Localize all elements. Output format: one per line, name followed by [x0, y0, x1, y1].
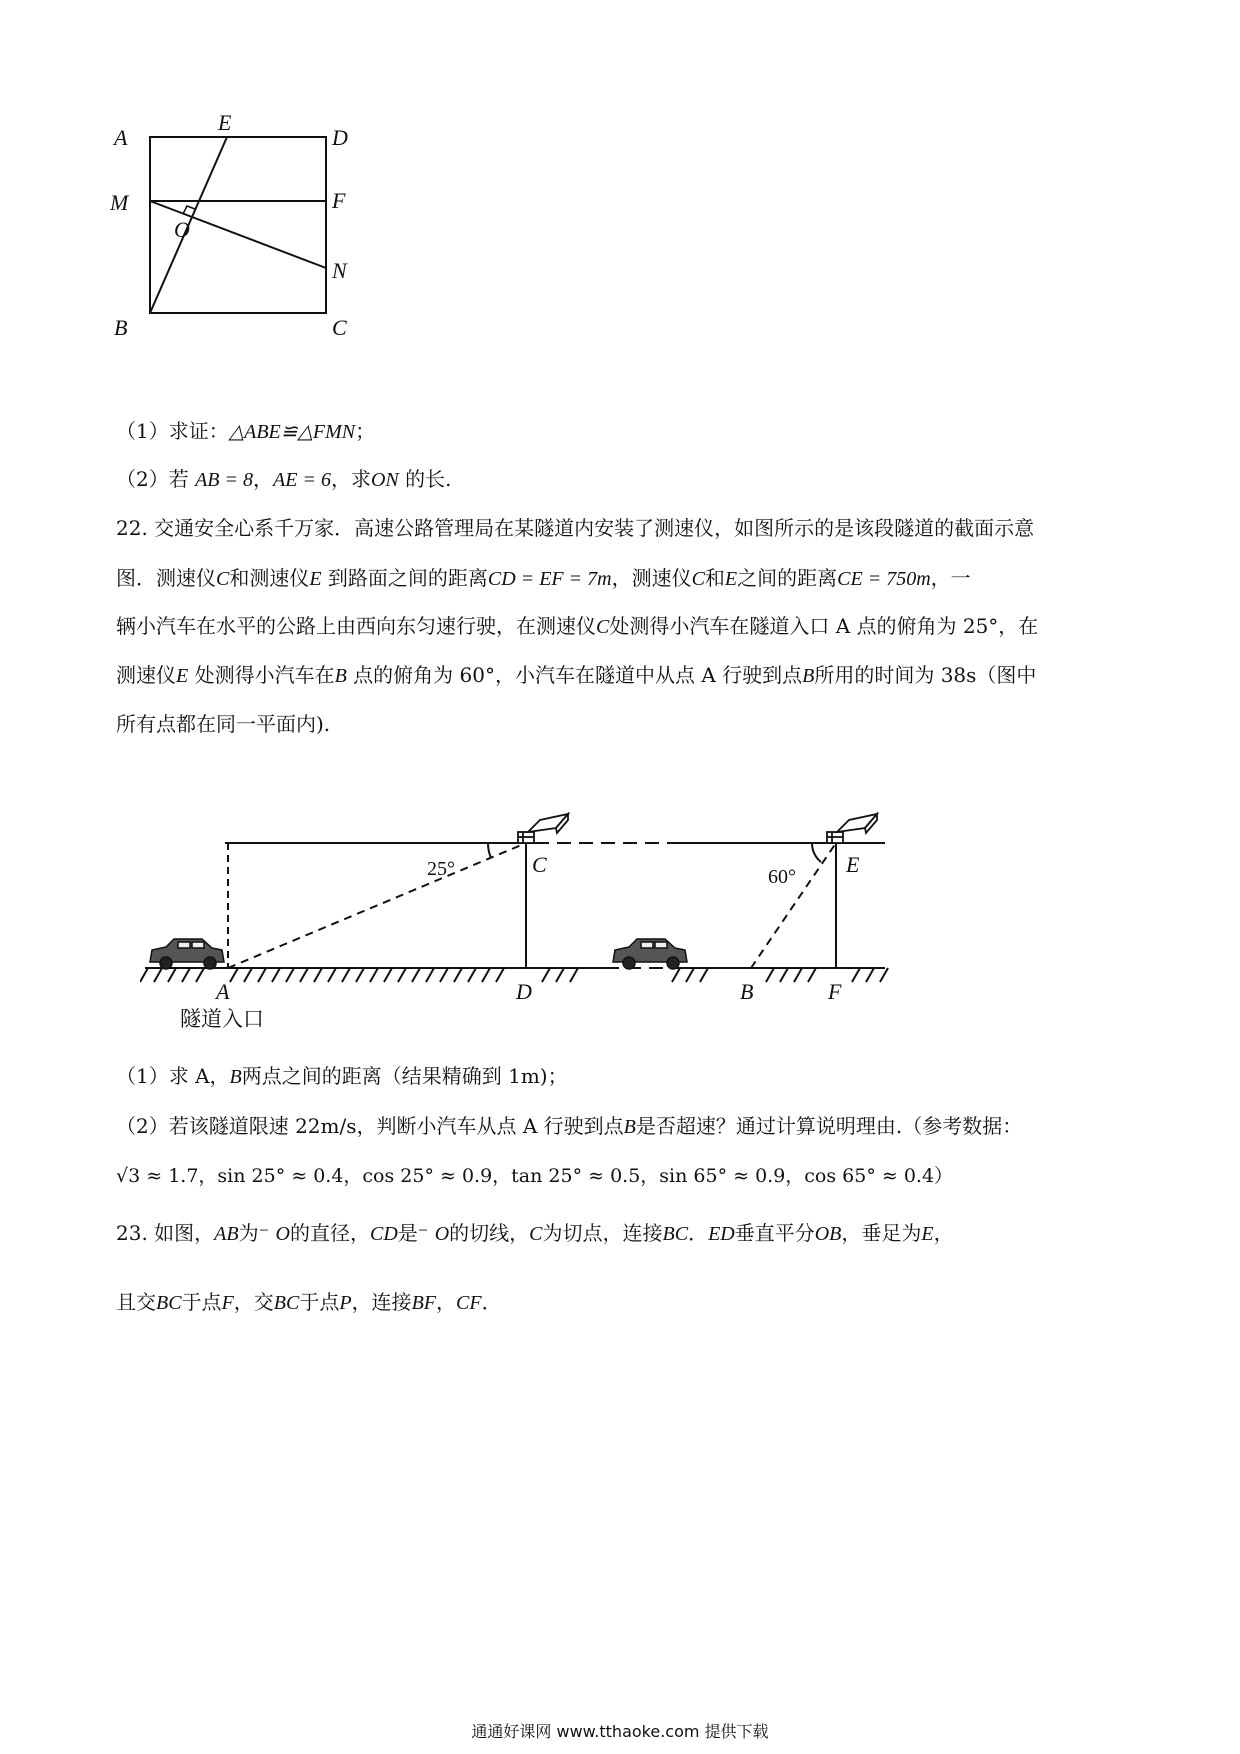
text: 的切线， [449, 1221, 530, 1245]
text: 所用的时间为 38s（图中 [814, 663, 1037, 687]
math: B [623, 1116, 636, 1138]
q23-line1 [116, 1219, 954, 1248]
text: 23. 如图， [116, 1221, 215, 1245]
text: （2）若 [116, 467, 196, 491]
tunnel-entrance-label: 隧道入口 [180, 1007, 264, 1031]
text: 为切点，连接 [542, 1221, 663, 1245]
math: CE = 750m [837, 568, 931, 590]
label-o: O [174, 217, 190, 242]
math: BF [411, 1292, 436, 1314]
q22-line4 [116, 661, 1036, 690]
text: （2）若该隧道限速 22m/s，判断小汽车从点 A 行驶到点 [116, 1114, 624, 1138]
text: 和 [704, 566, 725, 590]
text: 和测速仪 [229, 566, 310, 590]
math: AB = 8 [195, 469, 254, 491]
ground-hatching [140, 968, 888, 982]
angle-c-label: 25° [427, 858, 455, 880]
text: ． [688, 1221, 709, 1245]
math: F [221, 1292, 234, 1314]
q22-reference-data: √3 ≈ 1.7，sin 25° ≈ 0.4，cos 25° ≈ 0.9，tan 25° ≈ 0.5，sin 65° ≈ 0.9，cos 65° ≈ 0.4） [116, 1165, 954, 1187]
label-b: B [740, 979, 754, 1004]
math: CF [456, 1292, 482, 1314]
text: ，一 [930, 566, 971, 590]
text: （1）求 A， [116, 1064, 230, 1088]
text: ，交 [233, 1290, 274, 1314]
q23-line2 [116, 1288, 502, 1317]
math: AB [214, 1223, 239, 1245]
text: 且交 [116, 1290, 156, 1314]
figure-square-diagram [110, 100, 390, 360]
speed-camera-e-icon [827, 814, 877, 843]
math: BC [156, 1292, 182, 1314]
label-e: E [846, 852, 860, 877]
q21-part1 [116, 417, 375, 446]
text: 处测得小汽车在隧道入口 A 点的俯角为 25°，在 [609, 614, 1039, 638]
text: 于点 [299, 1290, 340, 1314]
sightline-ca [228, 843, 526, 968]
math: C [529, 1223, 543, 1245]
text: 的直径， [289, 1221, 370, 1245]
math: ON [370, 469, 399, 491]
text: ，垂足为 [841, 1221, 922, 1245]
math: P [339, 1292, 352, 1314]
text: 处测得小汽车在 [188, 663, 335, 687]
label-c: C [532, 852, 547, 877]
car-a-icon [150, 939, 224, 969]
math: CD = EF = 7m [487, 568, 612, 590]
label-a: A [216, 979, 230, 1004]
angle-arc-c [488, 843, 491, 858]
label-b: B [114, 315, 128, 340]
label-n: N [332, 258, 347, 283]
q22-line1: 22. 交通安全心系千万家．高速公路管理局在某隧道内安装了测速仪，如图所示的是该段隧道的截面示意 [116, 516, 1035, 540]
text: 图．测速仪 [116, 566, 216, 590]
text: 于点 [181, 1290, 222, 1314]
q21-part1-prefix: （1）求证： [116, 419, 229, 443]
label-f: F [332, 188, 346, 213]
q22-line2 [116, 564, 971, 593]
text: 辆小汽车在水平的公路上由西向东匀速行驶，在测速仪 [116, 614, 596, 638]
math: O [434, 1223, 450, 1245]
text: 两点之间的距离（结果精确到 1m)； [241, 1064, 568, 1088]
text: ，测速仪 [611, 566, 692, 590]
q22-line5: 所有点都在同一平面内). [116, 712, 331, 736]
label-d: D [516, 979, 532, 1004]
math: CD [369, 1223, 398, 1245]
math: C [691, 568, 705, 590]
label-a: A [114, 125, 128, 150]
car-b-icon [613, 939, 687, 969]
text: ，连接 [351, 1290, 412, 1314]
math: E [921, 1223, 934, 1245]
text: 点的俯角为 60°，小汽车在隧道中从点 A 行驶到点 [346, 663, 803, 687]
math: B [802, 665, 815, 687]
text: ． [481, 1290, 502, 1314]
speed-camera-c-icon [518, 814, 568, 843]
q22-part2 [116, 1112, 1022, 1141]
math: B [334, 665, 347, 687]
label-f: F [828, 979, 842, 1004]
q21-part1-end: ； [355, 419, 376, 443]
text: 是⁻ [397, 1221, 435, 1245]
text: 之间的距离 [737, 566, 838, 590]
angle-e-label: 60° [768, 866, 796, 888]
label-d: D [332, 125, 348, 150]
text: ， [253, 467, 274, 491]
text: 是否超速？通过计算说明理由.（参考数据： [635, 1114, 1023, 1138]
sightline-eb [751, 843, 836, 968]
math: BC [273, 1292, 300, 1314]
q21-part2 [116, 465, 451, 494]
math: ED [708, 1223, 735, 1245]
math: OB [814, 1223, 842, 1245]
text: ， [436, 1290, 456, 1314]
q22-line3 [116, 612, 1038, 641]
math: E [309, 568, 322, 590]
label-e: E [218, 110, 232, 135]
q21-part1-math: △ABE≌△FMN [228, 421, 356, 443]
math: AE = 6 [273, 469, 331, 491]
math: E [724, 568, 738, 590]
math: C [596, 616, 610, 638]
q22-part1 [116, 1062, 568, 1091]
math: C [216, 568, 230, 590]
math: BC [662, 1223, 689, 1245]
text: 测速仪 [116, 663, 176, 687]
text: 垂直平分 [734, 1221, 815, 1245]
text: 为⁻ [238, 1221, 276, 1245]
math: E [176, 665, 189, 687]
angle-arc-e [812, 843, 821, 862]
label-c: C [332, 315, 347, 340]
text: ，求 [330, 467, 371, 491]
text: 到路面之间的距离 [321, 566, 488, 590]
text: 的长. [398, 467, 452, 491]
math: O [275, 1223, 290, 1245]
figure-tunnel-diagram [140, 800, 900, 1040]
page-footer: 通通好课网 www.tthaoke.com 提供下载 [471, 1722, 769, 1741]
math: B [229, 1066, 242, 1088]
text: ， [933, 1221, 954, 1245]
label-m: M [110, 190, 129, 215]
